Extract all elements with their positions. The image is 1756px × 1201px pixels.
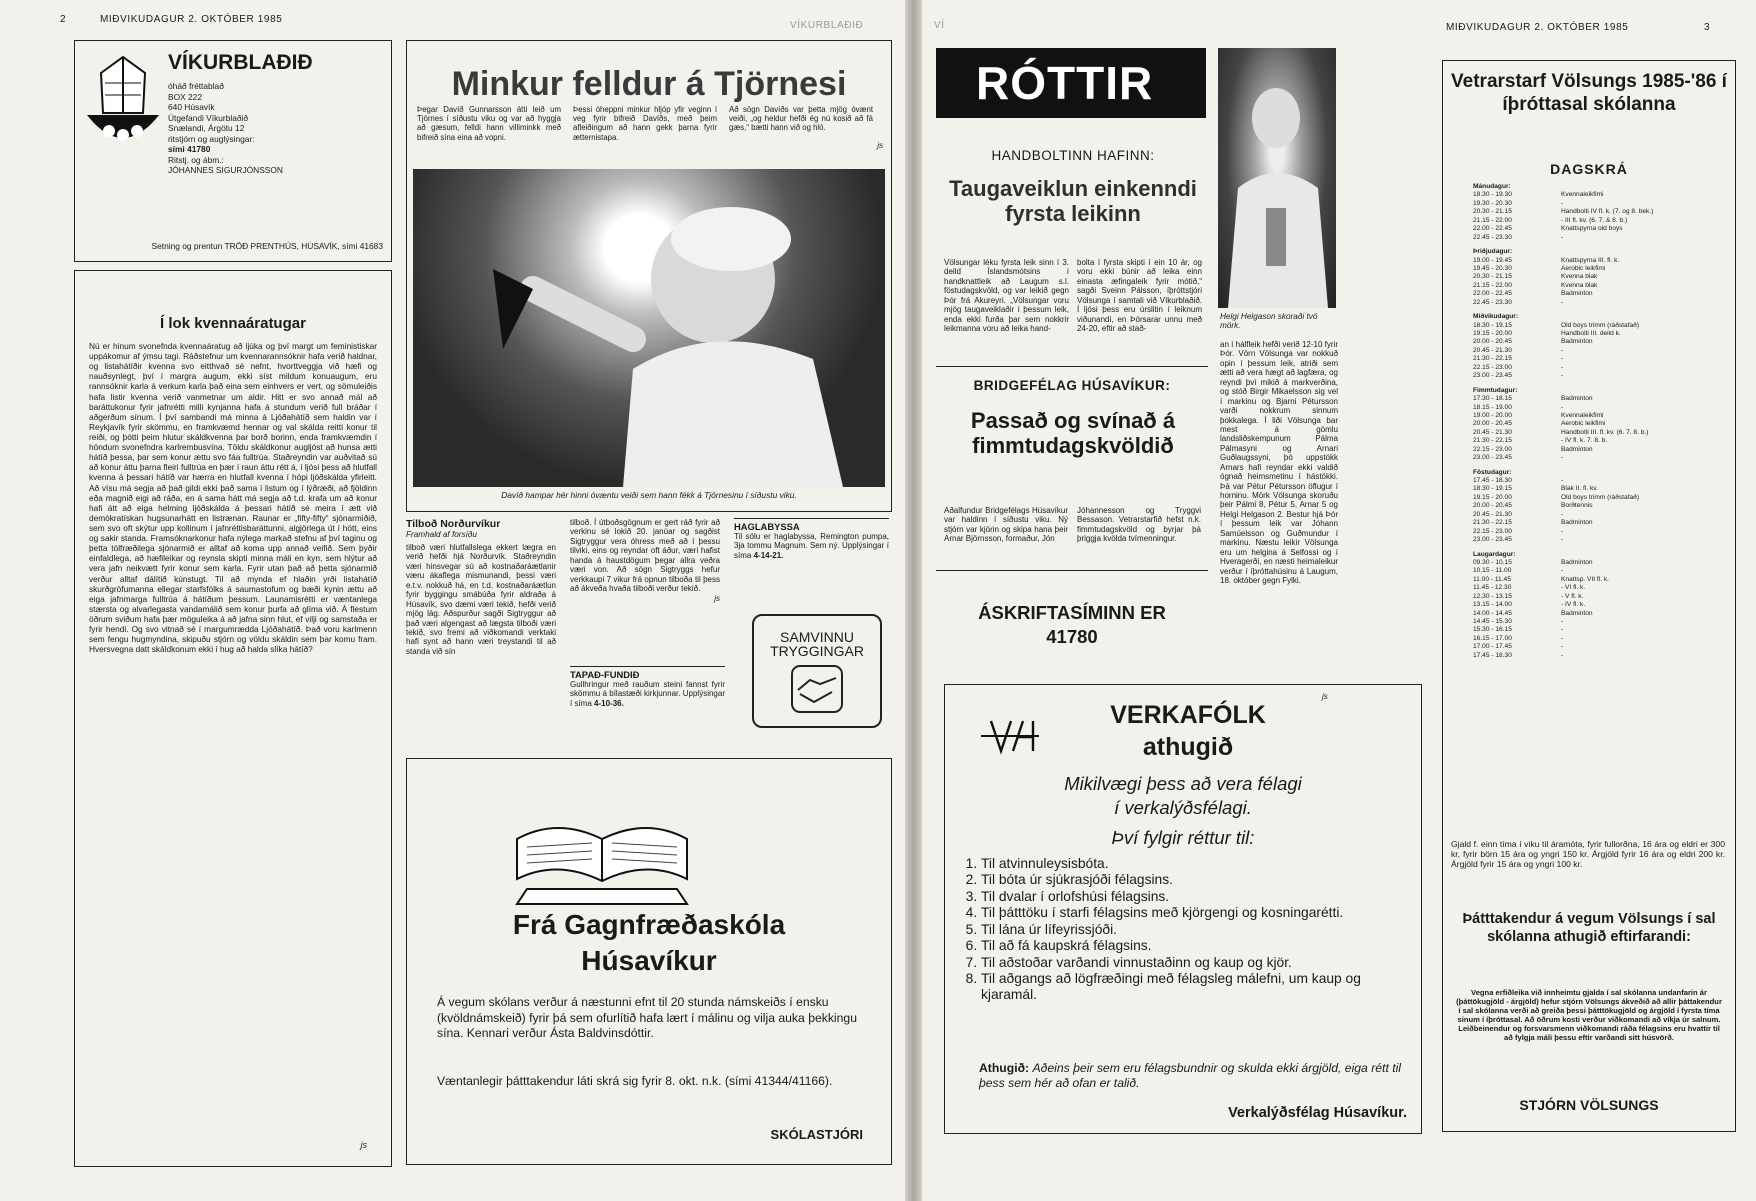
samvinnu-ad: [752, 614, 882, 728]
schedule-activity: Kvenna blak: [1561, 273, 1598, 281]
schedule-row: [1473, 494, 1727, 502]
handbolti-sign: js: [1322, 692, 1328, 701]
schedule-time: 22.00 - 22.45: [1473, 225, 1512, 233]
schedule-activity: -: [1561, 618, 1564, 625]
schedule-time: 17.00 - 17.45: [1473, 643, 1512, 651]
schedule-time: 17.45 - 18.30: [1473, 477, 1512, 484]
tilbod-subtitle: Framhald af forsíðu: [406, 530, 477, 539]
tilbod-title: Tilboð Norðurvíkur: [406, 518, 501, 530]
schedule-row: [1473, 322, 1727, 330]
rights-item: 5. Til lána úr lífeyrissjóði.: [981, 922, 1405, 937]
schedule-time: 18.30 - 19.15: [1473, 321, 1512, 329]
rights-list: [959, 855, 1405, 1003]
union-logo-icon: [977, 711, 1043, 761]
schedule-activity: Handbolti III. fl. kv. (6. 7. 8. b.): [1561, 428, 1649, 436]
schedule-row: [1473, 437, 1727, 445]
schedule-row: [1473, 567, 1727, 575]
schedule-activity: -: [1561, 634, 1564, 642]
rights-item: 6. Til að fá kaupskrá félagsins.: [981, 938, 1405, 953]
schedule-activity: Old boys trimm (ráðstafað): [1561, 321, 1640, 329]
schedule-time: 20.30 - 21.15: [1473, 208, 1512, 216]
haglabyssa-title: HAGLABYSSA: [734, 521, 800, 532]
verkafolk-note: [979, 1061, 1409, 1090]
schedule-activity: -: [1561, 536, 1564, 544]
tilbod-body2: tilboð. Í útboðsgögnum er gert ráð fyrir að verkinu sé lokið 20. janúar og sagðist Sigtryggur vera óhress með að í þessu tilviki, eins og reyndar oft áður, væri hafist handa á haustdögum þegar allra veðra væri von. Að sögn Sigtryggs hefur verkkaupi 7 vikur frá opnun tilboða til þess að ákveða hvaða tilboði verður tekið.: [570, 518, 720, 594]
schedule-time: 22.00 - 22.45: [1473, 290, 1512, 298]
schedule-row: [1473, 511, 1727, 519]
schedule-activity: Badminton: [1561, 395, 1593, 403]
page-date: MIÐVIKUDAGUR 2. OKTÓBER 1985: [1446, 22, 1629, 33]
editorial-box: [74, 270, 392, 1167]
vetrarstarf-fees: Gjald f. einn tíma í viku til áramóta, fyrir fullorðna, 16 ára og eldri er 300 kr, fyrir börn 15 ára og yngri 150 kr. Árgjöld fyrir 16 ára og eldri 200 kr. Árgjöld fyrir 15 ára og yngri 100 kr.: [1451, 839, 1725, 870]
tapad-title: TAPAÐ-FUNDIÐ: [570, 669, 640, 680]
schedule-time: 21.15 - 22.00: [1473, 216, 1512, 224]
schedule-row: [1473, 536, 1727, 544]
schedule-row: [1473, 191, 1727, 199]
schedule-activity: Badminton: [1561, 609, 1593, 617]
schedule-day: Miðvikudagur:: [1473, 313, 1519, 321]
schedule-row: [1473, 576, 1727, 584]
schedule-row: [1473, 420, 1727, 428]
verkafolk-sub2: í verkalýðsfélagi.: [1114, 797, 1252, 818]
minkur-sign: js: [877, 141, 883, 150]
schedule-row: [1473, 257, 1727, 265]
schedule-activity: -: [1561, 626, 1564, 634]
schedule-time: 21.30 - 22.15: [1473, 437, 1512, 445]
sports-banner: [936, 48, 1206, 118]
bridge-rule: [936, 366, 1208, 367]
schedule-time: 22.45 - 23.30: [1473, 233, 1512, 241]
schedule-activity: - VI fl. k.: [1561, 584, 1586, 592]
schedule-row: [1473, 372, 1727, 380]
schedule-activity: Badminton: [1561, 519, 1593, 527]
handbolti-kicker: HANDBOLTINN HAFINN:: [991, 148, 1155, 163]
handbolti-col1: Völsungar léku fyrsta leik sinn í 3. deild Íslandsmótsins í handknattleik að Laugum s.l. föstudagskvöld, og var leikið gegn Þór frá Akureyri. „Völsungar voru mjög taugaveiklaðir í þessum leik, enda ekki furða þar sem nokkrir leikmanna voru að leika hand-: [944, 258, 1069, 334]
schedule-row: [1473, 412, 1727, 420]
schedule-activity: -: [1561, 454, 1564, 462]
schedule-time: 19.00 - 19.45: [1473, 256, 1512, 264]
editorial-sign: js: [360, 1140, 367, 1150]
schedule-time: 20.45 - 21.30: [1473, 346, 1512, 354]
schedule-time: 19.00 - 20.00: [1473, 411, 1512, 419]
verkafolk-note-text: Aðeins þeir sem eru félagsbundnir og skulda ekki árgjöld, eiga rétt til þess sem hér að ofan er talið.: [979, 1061, 1402, 1090]
schedule-time: 18.15 - 19.00: [1473, 403, 1512, 411]
schedule-activity: -: [1561, 298, 1564, 306]
schedule-row: [1473, 643, 1727, 651]
schedule-row: [1473, 290, 1727, 298]
schedule-time: 19.15 - 20.00: [1473, 493, 1512, 501]
tilbod-col1: [406, 518, 556, 656]
schedule-time: 22.15 - 23.00: [1473, 445, 1512, 453]
schedule-activity: Knattspyrna III. fl. k.: [1561, 256, 1620, 264]
schedule-activity: -: [1561, 199, 1564, 207]
schedule-row: [1473, 200, 1727, 208]
schedule-time: 11.00 - 11.45: [1473, 575, 1511, 583]
schedule-row: [1473, 395, 1727, 403]
vetrarstarf-subtitle: DAGSKRÁ: [1550, 161, 1628, 177]
schedule-time: 18.30 - 19.15: [1473, 485, 1512, 493]
minkur-box: [406, 40, 892, 512]
right-page: [922, 0, 1756, 1201]
schedule-activity: Kvennaleikfimi: [1561, 191, 1604, 199]
askrift-rule: [936, 570, 1208, 571]
schedule-activity: Badminton: [1561, 290, 1593, 298]
gagnfr-body: Á vegum skólans verður á næstunni efnt til 20 stunda námskeiðs í ensku (kvöldnámskeið) fyrir þá sem ofurlítið hafa lært í málinu og vilja auka þekkingu sína. Kennari verður Ásta Baldvinsdóttir.: [437, 995, 857, 1041]
schedule-activity: Kvenna blak: [1561, 281, 1598, 289]
minkur-col3: Að sögn Davíðs var þetta mjög óvænt veiði, „og heldur hefði ég nú kosið að fá gæs,“ bætti hann við og hló.: [729, 105, 873, 133]
page-number: 3: [1704, 22, 1711, 33]
schedule-activity: - IV fl. k.: [1561, 601, 1586, 609]
haglabyssa-ad: [734, 518, 889, 560]
tapad-body: Gullhringur með rauðum steini fannst fyrir skömmu á bílastæði kirkjunnar. Upplýsingar í síma: [570, 680, 725, 708]
vetrarstarf-notice-title: Þátttakendur á vegum Völsungs í sal skólanna athugið eftirfarandi:: [1462, 911, 1716, 945]
schedule-row: [1473, 338, 1727, 346]
schedule-row: [1473, 273, 1727, 281]
schedule-activity: -: [1561, 510, 1564, 518]
schedule-activity: - V fl. k.: [1561, 592, 1584, 600]
masthead-line: ritstjórn og auglýsingar:: [168, 133, 255, 144]
bridge-col1: Aðalfundur Bridgefélags Húsavíkur var haldinn í síðustu viku. Ný stjórn var kjörin og skipa hana þeir Arnar Björnsson, formaður, Jón: [944, 506, 1068, 544]
schedule-row: [1473, 618, 1727, 626]
verkafolk-box: [944, 684, 1422, 1134]
rights-item: 3. Til dvalar í orlofshúsi félagsins.: [981, 889, 1405, 904]
rights-item: 1. Til atvinnuleysisbóta.: [981, 856, 1405, 871]
schedule-day: Mánudagur:: [1473, 183, 1511, 190]
schedule-time: 14.45 - 15.30: [1473, 618, 1512, 625]
schedule-row: [1473, 446, 1727, 454]
page-gutter: [905, 0, 922, 1201]
tilbod-body1: tilboð væri hlutfallslega ekkert lægra en verið hefði hjá Norðurvík. Staðreyndin væri hinsvegar sú að kostnaðaráætlanir væru ákaflega mismunandi, þessi væri e.t.v. nokkuð há, en t.d. kostnaðaráætlun fyrir byggingu smábúða fyrir aldraða á Húsavík, svo dæmi væri tekið, hefði verið mjög lág. Aðspurður sagði Sigtryggur að það væri algengast að lægsta tilboði væri tekið, svo fremi að viðkomandi verktaki hafi synt að hann væri treystandi til að standa við sín: [406, 543, 556, 656]
gagnfr-box: [406, 758, 892, 1165]
handshake-icon: [790, 664, 844, 714]
vetrarstarf-sign: STJÓRN VÖLSUNGS: [1519, 1097, 1659, 1113]
schedule-row: [1473, 225, 1727, 233]
schedule-time: 20.00 - 20.45: [1473, 502, 1512, 510]
gagnfr-sign: SKÓLASTJÓRI: [770, 1127, 863, 1142]
gagnfr-title2: Húsavíkur: [581, 945, 717, 976]
schedule-row: [1473, 519, 1727, 527]
schedule-time: 19.15 - 20.00: [1473, 330, 1512, 337]
schedule-activity: -: [1561, 233, 1564, 241]
open-book-icon: [507, 799, 697, 909]
schedule-row: [1473, 355, 1727, 363]
schedule-activity: -: [1561, 567, 1564, 575]
haglabyssa-phone: 4-14-21.: [753, 550, 784, 560]
handbolti-title: Taugaveiklun einkenndi fyrsta leikinn: [949, 176, 1197, 227]
vetrarstarf-notice-body: Vegna erfiðleika við innheimtu gjalda í sal skólanna undanfarin ár (þáttökugjöld - árgjöld) hefur stjórn Völsungs ákveðið að allir þáttakendur í sal skólanna verði að greiða þessi þátttökugjöld og árgjöld í fyrsta tíma sinum í íþróttasal. Að öðrum kosti verður viðkomandi að víkja úr salnum. Leiðbeinendur og forsvarsmenn viðkomandi ráða félagsins eru hvattir til að fylgja máli þessu eftir varðandi sitt húsvörð.: [1456, 988, 1722, 1042]
schedule-time: 22.45 - 23.30: [1473, 298, 1512, 306]
schedule-day: Laugardagur:: [1473, 550, 1516, 558]
schedule-time: 20.45 - 21.30: [1473, 510, 1512, 518]
schedule-activity: Aerobic leikfimi: [1561, 420, 1606, 428]
schedule-row: [1473, 208, 1727, 216]
rights-item: 7. Til aðstoðar varðandi vinnustaðinn og kaup og kjör.: [981, 955, 1405, 970]
schedule-row: [1473, 610, 1727, 618]
schedule-time: 12.30 - 13.15: [1473, 592, 1512, 600]
schedule-row: [1473, 601, 1727, 609]
minkur-caption: Davíð hampar hér hinni óvæntu veiði sem hann fékk á Tjörnesinu í síðustu viku.: [501, 490, 797, 500]
schedule-row: [1473, 502, 1727, 510]
schedule-row: [1473, 217, 1727, 225]
schedule-activity: -: [1561, 527, 1564, 535]
schedule-activity: Handbolti IV fl. k. (7. og 8. bek.): [1561, 208, 1654, 216]
schedule-activity: -: [1561, 643, 1564, 651]
schedule-activity: -: [1561, 346, 1564, 354]
editorial-body: Nú er hinum svonefnda kvennaáratug að ljúka og því margt um feministiskar uppákomur af ýmsu tagi. Ráðstefnur um kvennarannsóknir hafa verið haldnar, og listahátíðir kvenna svo eitthvað sé nefnt, hvorttveggja við hæfi og nauðsynlegt, því í margra augum, ekki síst mildum konuaugum, eru rannsóknir karla á verkum karla það eina sem einhvers er vert, og sömuleiðis hafa listir kvenna verið vanmetnar um aldir. Hitt er svo annað mál að baráttukonur fyrir jafnrétti milli kynjanna hafa á stundum verið full bráðar í aðgerðum sínum. Í því sambandi má minna á Ljóðahátíð sem haldin var í Reykjavík fyrir skömmu, en framkvæmd hennar og val skálda reitti konur til reiði, og þótti þeim hlutur skáldkvenna þar borð borinn, enda framkvæmdin í höndum svonefndra karlrembusvína. Töldu skáldkonur augljóst að hunsa ætti hátíð þessa, þar sem konur ættu svo fáa fulltrúa. Staðreyndin var auðvitað sú að konur áttu þarna fleiri fulltrúa en þær í raun áttu rétt á, í ljósi þess að hlutfall kvenna á þessari hátíð var hærra en hlutfall kvenna í hópi ljóðskálda yfirleitt. Að vísu má segja að það gildi ekki það sama í listum og í lýðræði, að fjöldinn eða magnið eigi að ráða, en á sama hátt má segja að t.d. krafa um að konur hafi átt að eiga helming ljóðskálda á þessari hátíð sé meira í ætt við demókratískan hugsunarhátt en listrænan. Raunar er „fifty-fifty“ sjónarmiðið, sem svo oft skýtur upp kollinum í jafnréttisbaráttunni, algjörlega út í hött, eins og sakir standa. Framsóknarkonur hafa nýlega markað stefnu af því taginu og þetta tölfræðilega sjónarmið er alltaf að koma upp annað veifið. Sem þyðir einfaldlega, að hæfileikar og reynsla skipti minna máli en kyn, sem hlýtur að vera jafn neikvætt fyrir konur sem karla. Fyrir utan það að þetta sjónarmið verður alltaf dálítið kúnstugt. Til að mynda ef hlaðin yrði listahátíð skurðgröfumanna ellegar starfsfólks á saumastofum og bæði kynin ættu að eiga jafnmarga fulltrúa á hátíðum þessum. Launamisrétti er væntanlega stærsta og alvarlegasta vandamálið sem konur þurfa að glíma við. Á flestum öðrum sviðum hafa þær möguleika á að jafna sinn hlut, ef vilji og samstaða er fyrir hendi. Og svo vitnað sé í margumrædda Ljóðahátíð. Það voru karlmenn sem fengu hugmyndina, skipuðu stjórn og völdu skáldin sem þar komu fram. Hversvegna datt skáldkonum ekki í hug að halda slíka hátíð?: [89, 341, 377, 655]
schedule-time: 22.15 - 23.00: [1473, 363, 1512, 371]
schedule-time: 21.15 - 22.00: [1473, 281, 1512, 289]
masthead-line: Snælandi, Árgötu 12: [168, 123, 245, 133]
schedule-time: 11.45 - 12.30: [1473, 584, 1512, 592]
schedule-time: 20.30 - 21.15: [1473, 273, 1512, 281]
bridge-col2: Jóhannesson og Tryggvi Bessason. Vetrarstarfið hefst n.k. fimmtudagskvöld og byrjar þá þriggja kvölda tvímenningur.: [1077, 506, 1201, 544]
schedule-activity: - IV fl. k. 7. 8. b.: [1561, 437, 1608, 445]
verkafolk-title1: VERKAFÓLK: [1110, 701, 1266, 729]
running-head: VÍKURBLAÐIÐ: [790, 20, 864, 31]
verkafolk-sub1: Mikilvægi þess að vera félagi: [1064, 773, 1302, 794]
askrift-line1: ÁSKRIFTASÍMINN ER: [978, 602, 1166, 623]
schedule-activity: Badminton: [1561, 558, 1593, 566]
masthead-line: óháð fréttablað: [168, 81, 224, 91]
schedule-activity: Aerobic leikfimi: [1561, 264, 1606, 272]
schedule-row: [1473, 593, 1727, 601]
schedule-day: Fimmtudagur:: [1473, 386, 1518, 394]
masthead-title: VÍKURBLAÐIÐ: [168, 51, 313, 74]
vetrarstarf-box: [1442, 60, 1736, 1132]
schedule-activity: Old boys trimm (ráðstafað): [1561, 493, 1640, 501]
ship-logo-icon: [83, 53, 163, 163]
bridge-title: Passað og svínað á fimmtudagskvöldið: [970, 408, 1176, 459]
schedule-activity: Knattspyrna old boys: [1561, 225, 1623, 233]
schedule-activity: -: [1561, 363, 1564, 371]
verkafolk-title2: athugið: [1142, 733, 1234, 761]
tapad-ad: [570, 666, 725, 708]
haglabyssa-body: Til sölu er haglabyssa, Remington pumpa, 3ja tommu Magnum. Sem ný. Upplýsingar í síma: [734, 532, 889, 560]
vetrarstarf-title: Vetrarstarf Völsungs 1985-'86 í íþróttasal skólanna: [1451, 71, 1727, 115]
schedule-row: [1473, 485, 1727, 493]
schedule-row: [1473, 299, 1727, 307]
schedule-row: [1473, 282, 1727, 290]
schedule-time: 13.15 - 14.00: [1473, 601, 1512, 609]
verkafolk-sign: Verkalýðsfélag Húsavíkur.: [1228, 1105, 1407, 1121]
schedule-row: [1473, 364, 1727, 372]
schedule-time: 20.00 - 20.45: [1473, 420, 1512, 428]
schedule-time: 18.30 - 19.30: [1473, 191, 1512, 199]
schedule-row: [1473, 347, 1727, 355]
tapad-phone: 4-10-36.: [594, 698, 624, 708]
schedule-time: 23.00 - 23.45: [1473, 454, 1512, 462]
schedule-row: [1473, 626, 1727, 634]
minkur-title: Minkur felldur á Tjörnesi: [451, 65, 847, 103]
schedule-time: 09.30 - 10.15: [1473, 558, 1512, 566]
tilbod-sign: js: [714, 593, 720, 603]
schedule-activity: Borðtennis: [1561, 502, 1593, 510]
rights-item: 8. Til aðgangs að lögfræðingi með félagsleg málefni, um kaup og kjaramál.: [981, 971, 1405, 1002]
schedule-time: 22.15 - 23.00: [1473, 527, 1512, 535]
minkur-col2: Þessi óheppni minkur hljóp yfir veginn í veg fyrir bifreið Davíðs, með þeim afleiðingum að hann gekk þarna fyrir ætternistapa.: [573, 105, 717, 142]
schedule-activity: -: [1561, 403, 1564, 411]
masthead-line: 640 Húsavík: [168, 102, 215, 112]
schedule-row: [1473, 528, 1727, 536]
schedule-time: 17.45 - 18.30: [1473, 651, 1512, 659]
samvinnu-line1: SAMVINNU: [780, 629, 854, 645]
schedule-activity: -: [1561, 372, 1564, 380]
bridge-kicker: BRIDGEFÉLAG HÚSAVÍKUR:: [973, 378, 1171, 393]
schedule-time: 20.45 - 21.30: [1473, 428, 1512, 436]
schedule-time: 14.00 - 14.45: [1473, 609, 1512, 617]
masthead-printer: Setning og prentun TRÖÐ PRENTHÚS, HÚSAVÍK, sími 41683: [151, 241, 383, 251]
schedule-time: 23.00 - 23.45: [1473, 372, 1512, 380]
samvinnu-line2: TRYGGINGAR: [770, 643, 864, 659]
schedule-row: [1473, 652, 1727, 660]
masthead-line: JÓHANNES SIGURJÓNSSON: [168, 165, 283, 175]
schedule-time: 19.30 - 20.30: [1473, 199, 1512, 207]
masthead-info: [168, 81, 283, 176]
schedule-activity: -: [1561, 477, 1564, 484]
schedule-activity: Kvennaleikfimi: [1561, 411, 1604, 419]
player-caption: Helgi Helgason skoraði tvö mörk.: [1220, 312, 1318, 330]
gagnfr-title1: Frá Gagnfræðaskóla: [512, 909, 786, 940]
masthead-box: [74, 40, 392, 262]
rights-item: 2. Til bóta úr sjúkrasjóði félagsins.: [981, 872, 1405, 887]
verkafolk-note-label: Athugið:: [979, 1061, 1030, 1075]
schedule-activity: Handbolti III. deild k.: [1561, 330, 1621, 337]
schedule-time: 19.45 - 20.30: [1473, 264, 1512, 272]
schedule-row: [1473, 454, 1727, 462]
schedule-row: [1473, 477, 1727, 485]
verkafolk-sub3: Því fylgir réttur til:: [1111, 827, 1255, 848]
schedule-time: 16.15 - 17.00: [1473, 634, 1512, 642]
handbolti-col3: an í hálfleik hefði verið 12-10 fyrir Þór. Vörn Völsunga var nokkuð opin í þessum leik, atriði sem ætti að vera hægt að lagfæra, og reyndi því mikið á markverðina, og stóð Birgir Mikaelsson sig vel í markinu og Bjarni Pétursson varði nokkrum sinnum þokkalega. Í liði Völsunga bar mest á gömlu landsliðskempunum Pálma Pálmasyni og Arnari Guðlaugssyni, þó uppstökk Arnars hafi reyndar ekki valdið ógnað heimsmetinu í hástökki. Þá var Pétur Pétursson öflugur í horninu. Mörk Völsunga skoruðu þeir Pálmi 8, Pétur 5, Arnar 5 og Helgi Helgason 2. Bestur hjá Þór í þessum leik var Jóhann Samúelsson og Guðmundur í markinu. Næstu leikir Völsunga eru um helgina á Selfossi og í Hveragerði, en næsti heimaleikur verður í íþróttahúsinu á Laugum, 18. október gegn Fylki.: [1220, 340, 1338, 585]
running-head: VÍ: [934, 20, 945, 31]
gagnfr-body2: Væntanlegir þátttakendur láti skrá sig fyrir 8. okt. n.k. (sími 41344/41166).: [437, 1074, 833, 1088]
handbolti-col2: bolta í fyrsta skipti í ein 10 ár, og voru ekki búnir að leika einn einasta æfingaleik fyrir mótið,“ sagði Sveinn Pálsson, íþróttstjóri Völsunga í samtali við Víkurblaðið. Í ljósi þess eru úrslitin í leiknum viðunandi, en Þórsarar unnu með 24-20, eftir að stað-: [1077, 258, 1202, 334]
masthead-line: BOX 222: [168, 91, 202, 102]
schedule-day: Þriðjudagur:: [1473, 248, 1513, 256]
schedule-activity: Badminton: [1561, 445, 1593, 453]
schedule-row: [1473, 234, 1727, 242]
schedule-activity: - III fl. kv. (6. 7. & 8. b.): [1561, 216, 1628, 224]
schedule-row: [1473, 429, 1727, 437]
schedule-time: 21.30 - 22.15: [1473, 519, 1512, 527]
tilbod-col2: [570, 518, 720, 603]
schedule-activity: Knattsp. VII fl. k.: [1561, 575, 1610, 583]
schedule-row: [1473, 584, 1727, 592]
schedule: [1473, 177, 1727, 660]
schedule-activity: Badminton: [1561, 338, 1593, 346]
schedule-day: Föstudagur:: [1473, 468, 1512, 476]
schedule-row: [1473, 404, 1727, 412]
rights-item: 4. Til þátttöku í starfi félagsins með kjörgengi og kosningarétti.: [981, 905, 1405, 920]
schedule-activity: -: [1561, 355, 1564, 363]
schedule-row: [1473, 635, 1727, 643]
page-date: MIÐVIKUDAGUR 2. OKTÓBER 1985: [100, 14, 283, 25]
schedule-time: 23.00 - 23.45: [1473, 536, 1512, 544]
minkur-photo: [413, 169, 885, 487]
editorial-title: Í lok kvennaáratugar: [160, 315, 306, 332]
schedule-time: 10.15 - 11.00: [1473, 567, 1512, 575]
schedule-row: [1473, 559, 1727, 567]
masthead-line: Útgefandi Víkurblaðið: [168, 112, 249, 123]
masthead-line: sími 41780: [168, 144, 211, 154]
schedule-row: [1473, 265, 1727, 273]
schedule-time: 17.30 - 18.15: [1473, 395, 1512, 403]
player-photo: [1218, 48, 1336, 308]
schedule-time: 15.30 - 16.15: [1473, 626, 1512, 634]
schedule-time: 20.00 - 20.45: [1473, 338, 1512, 346]
askrift-line2: 41780: [1046, 626, 1098, 647]
schedule-activity: -: [1561, 651, 1564, 659]
page-number: 2: [60, 14, 67, 25]
masthead-line: Ritstj. og ábm.:: [168, 154, 224, 165]
schedule-row: [1473, 330, 1727, 338]
schedule-activity: Blak II. fl. kv.: [1561, 485, 1598, 493]
minkur-col1: Þegar Davíð Gunnarsson átti leið um Tjörnes í síðustu viku og var að hyggja að gæsum, felldi hann villiminkk með bifreið sína eina að vopni.: [417, 105, 561, 142]
schedule-time: 21.30 - 22.15: [1473, 355, 1512, 363]
sports-banner-title: RÓTTIR: [976, 57, 1154, 109]
